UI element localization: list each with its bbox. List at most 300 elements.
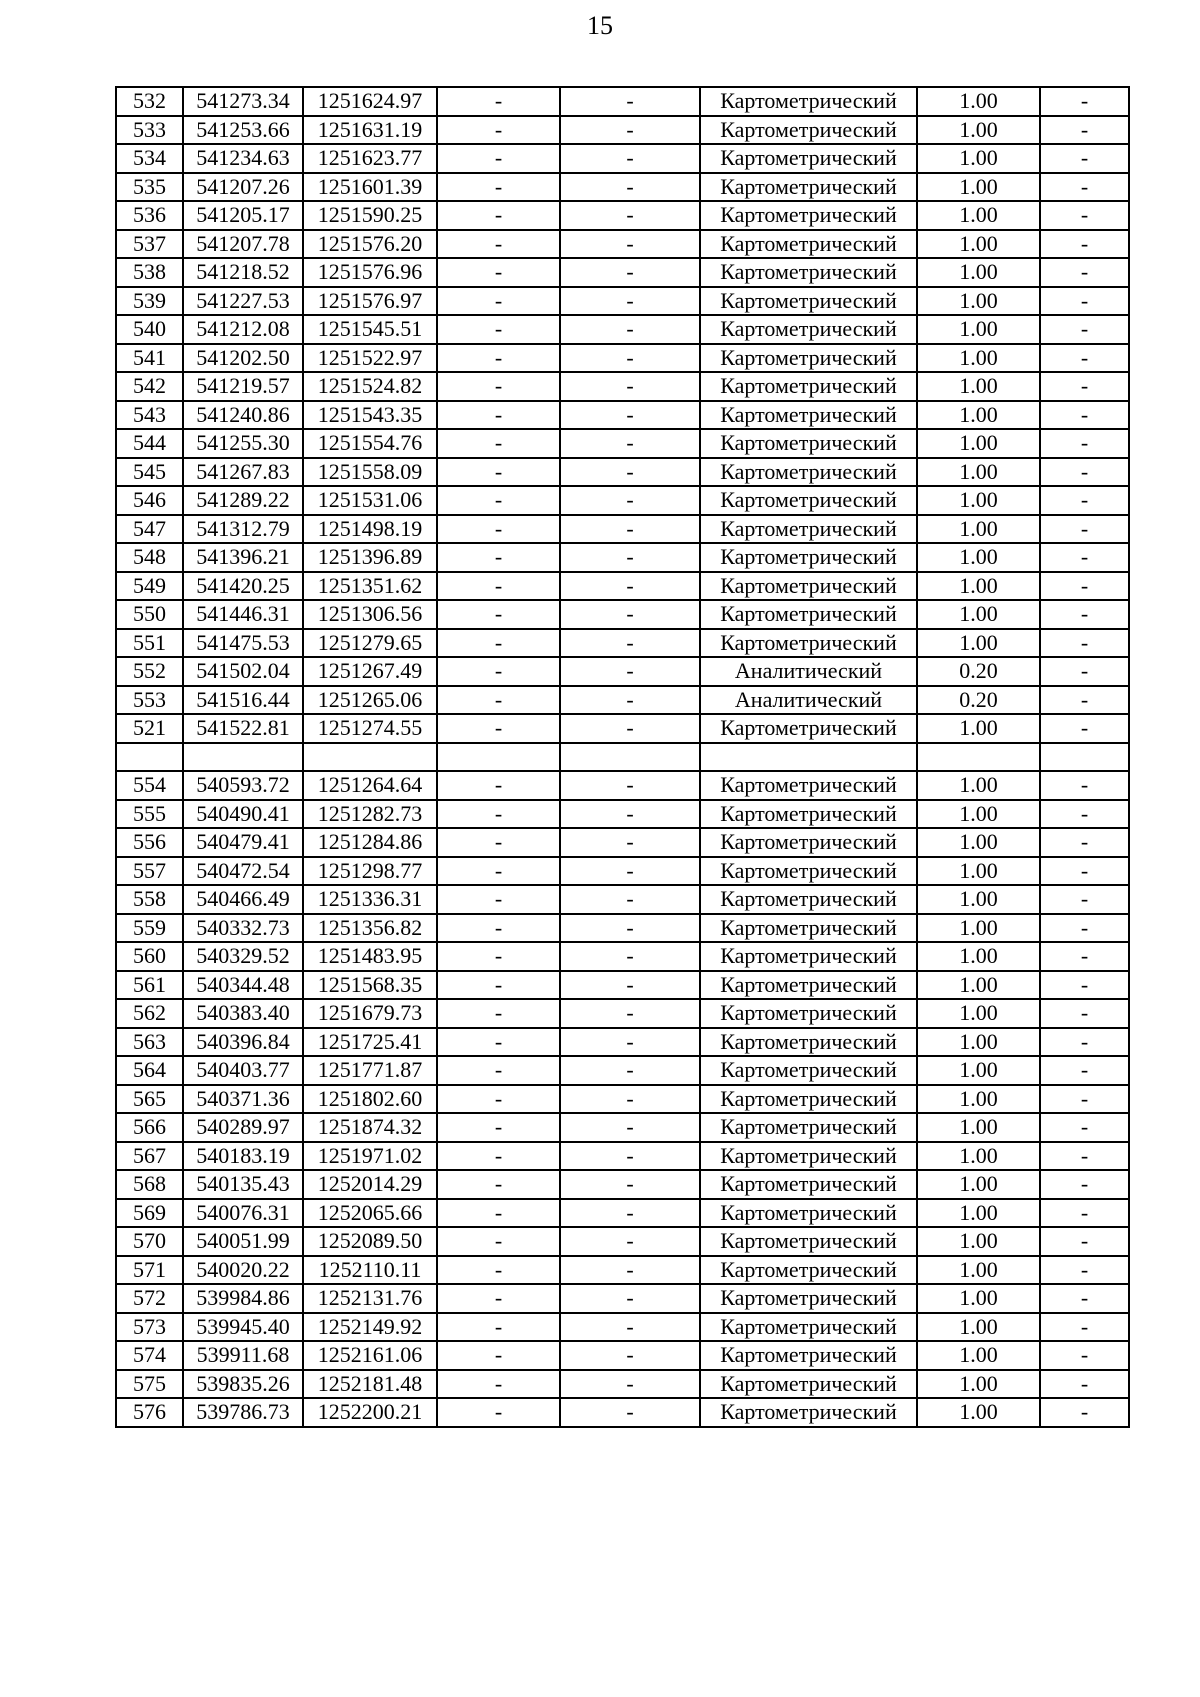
empty-dash-cell-2: - xyxy=(560,515,700,544)
y-coordinate-cell: 1251576.97 xyxy=(303,287,437,316)
point-number-cell: 570 xyxy=(116,1227,183,1256)
empty-dash-cell-1: - xyxy=(437,942,560,971)
empty-dash-cell-1: - xyxy=(437,287,560,316)
method-cell: Картометрический xyxy=(700,1313,917,1342)
method-cell: Картометрический xyxy=(700,857,917,886)
method-cell: Картометрический xyxy=(700,401,917,430)
point-number-cell: 556 xyxy=(116,828,183,857)
x-coordinate-cell: 541396.21 xyxy=(183,543,303,572)
accuracy-cell: 1.00 xyxy=(917,999,1040,1028)
empty-dash-cell-2: - xyxy=(560,1313,700,1342)
description-cell: - xyxy=(1040,714,1129,743)
x-coordinate-cell: 541205.17 xyxy=(183,201,303,230)
method-cell: Картометрический xyxy=(700,572,917,601)
empty-dash-cell-1: - xyxy=(437,201,560,230)
empty-dash-cell-1: - xyxy=(437,1313,560,1342)
point-number-cell: 539 xyxy=(116,287,183,316)
x-coordinate-cell: 540472.54 xyxy=(183,857,303,886)
table-row xyxy=(116,401,1129,430)
method-cell: Картометрический xyxy=(700,258,917,287)
accuracy-cell: 1.00 xyxy=(917,771,1040,800)
point-number-cell: 563 xyxy=(116,1028,183,1057)
x-coordinate-cell: 541267.83 xyxy=(183,458,303,487)
accuracy-cell: 1.00 xyxy=(917,885,1040,914)
description-cell: - xyxy=(1040,800,1129,829)
empty-dash-cell-2: - xyxy=(560,600,700,629)
y-coordinate-cell: 1251524.82 xyxy=(303,372,437,401)
empty-dash-cell-2: - xyxy=(560,828,700,857)
empty-dash-cell-1: - xyxy=(437,771,560,800)
point-number-cell: 536 xyxy=(116,201,183,230)
x-coordinate-cell: 539945.40 xyxy=(183,1313,303,1342)
x-coordinate-cell: 541312.79 xyxy=(183,515,303,544)
method-cell: Картометрический xyxy=(700,543,917,572)
method-cell: Картометрический xyxy=(700,230,917,259)
point-number-cell: 572 xyxy=(116,1284,183,1313)
table-row xyxy=(116,885,1129,914)
accuracy-cell: 1.00 xyxy=(917,116,1040,145)
description-cell: - xyxy=(1040,1085,1129,1114)
description-cell: - xyxy=(1040,971,1129,1000)
empty-dash-cell-1: - xyxy=(437,1199,560,1228)
method-cell: Картометрический xyxy=(700,629,917,658)
accuracy-cell: 1.00 xyxy=(917,1398,1040,1427)
description-cell: - xyxy=(1040,885,1129,914)
empty-dash-cell-1: - xyxy=(437,1142,560,1171)
description-cell: - xyxy=(1040,1370,1129,1399)
empty-dash-cell-2: - xyxy=(560,315,700,344)
point-number-cell: 564 xyxy=(116,1056,183,1085)
method-cell: Картометрический xyxy=(700,1199,917,1228)
table-row xyxy=(116,315,1129,344)
empty-dash-cell-2: - xyxy=(560,287,700,316)
description-cell: - xyxy=(1040,572,1129,601)
empty-dash-cell-1: - xyxy=(437,572,560,601)
table-row xyxy=(116,572,1129,601)
y-coordinate-cell: 1251396.89 xyxy=(303,543,437,572)
empty-dash-cell-2: - xyxy=(560,543,700,572)
point-number-cell xyxy=(116,743,183,772)
method-cell: Картометрический xyxy=(700,600,917,629)
empty-dash-cell-2: - xyxy=(560,885,700,914)
method-cell: Картометрический xyxy=(700,1227,917,1256)
point-number-cell: 521 xyxy=(116,714,183,743)
empty-dash-cell-2: - xyxy=(560,686,700,715)
y-coordinate-cell: 1251576.20 xyxy=(303,230,437,259)
description-cell: - xyxy=(1040,999,1129,1028)
point-number-cell: 575 xyxy=(116,1370,183,1399)
description-cell: - xyxy=(1040,287,1129,316)
description-cell: - xyxy=(1040,1341,1129,1370)
accuracy-cell: 1.00 xyxy=(917,1341,1040,1370)
point-number-cell: 553 xyxy=(116,686,183,715)
table-row xyxy=(116,1370,1129,1399)
table-row xyxy=(116,258,1129,287)
table-row xyxy=(116,1227,1129,1256)
empty-dash-cell-2: - xyxy=(560,971,700,1000)
empty-dash-cell-2: - xyxy=(560,429,700,458)
empty-dash-cell-1: - xyxy=(437,543,560,572)
accuracy-cell: 1.00 xyxy=(917,258,1040,287)
description-cell: - xyxy=(1040,914,1129,943)
description-cell: - xyxy=(1040,315,1129,344)
y-coordinate-cell: 1251623.77 xyxy=(303,144,437,173)
empty-dash-cell-2: - xyxy=(560,486,700,515)
table-row xyxy=(116,600,1129,629)
accuracy-cell: 1.00 xyxy=(917,1313,1040,1342)
description-cell xyxy=(1040,743,1129,772)
y-coordinate-cell: 1251631.19 xyxy=(303,116,437,145)
accuracy-cell: 1.00 xyxy=(917,971,1040,1000)
y-coordinate-cell: 1252089.50 xyxy=(303,1227,437,1256)
description-cell: - xyxy=(1040,629,1129,658)
x-coordinate-cell: 541212.08 xyxy=(183,315,303,344)
x-coordinate-cell: 540076.31 xyxy=(183,1199,303,1228)
empty-dash-cell-2: - xyxy=(560,1341,700,1370)
empty-dash-cell-1: - xyxy=(437,372,560,401)
accuracy-cell: 1.00 xyxy=(917,401,1040,430)
page-number: 15 xyxy=(587,11,613,40)
description-cell: - xyxy=(1040,600,1129,629)
empty-dash-cell-2: - xyxy=(560,714,700,743)
empty-dash-cell-2: - xyxy=(560,657,700,686)
table-row xyxy=(116,686,1129,715)
empty-dash-cell-1: - xyxy=(437,857,560,886)
y-coordinate-cell: 1251601.39 xyxy=(303,173,437,202)
description-cell: - xyxy=(1040,1170,1129,1199)
x-coordinate-cell: 540383.40 xyxy=(183,999,303,1028)
method-cell: Картометрический xyxy=(700,116,917,145)
description-cell: - xyxy=(1040,657,1129,686)
y-coordinate-cell: 1252149.92 xyxy=(303,1313,437,1342)
empty-dash-cell-2: - xyxy=(560,173,700,202)
description-cell: - xyxy=(1040,144,1129,173)
empty-dash-cell-2: - xyxy=(560,87,700,116)
point-number-cell: 540 xyxy=(116,315,183,344)
accuracy-cell: 1.00 xyxy=(917,458,1040,487)
table-row xyxy=(116,87,1129,116)
accuracy-cell: 1.00 xyxy=(917,1085,1040,1114)
y-coordinate-cell: 1251264.64 xyxy=(303,771,437,800)
description-cell: - xyxy=(1040,486,1129,515)
empty-dash-cell-2: - xyxy=(560,1284,700,1313)
empty-dash-cell-2: - xyxy=(560,116,700,145)
table-row xyxy=(116,771,1129,800)
empty-dash-cell-1: - xyxy=(437,828,560,857)
point-number-cell: 574 xyxy=(116,1341,183,1370)
empty-dash-cell-2: - xyxy=(560,201,700,230)
accuracy-cell: 1.00 xyxy=(917,572,1040,601)
empty-dash-cell-1 xyxy=(437,743,560,772)
table-row xyxy=(116,743,1129,772)
y-coordinate-cell: 1251483.95 xyxy=(303,942,437,971)
y-coordinate-cell: 1251336.31 xyxy=(303,885,437,914)
x-coordinate-cell: 540396.84 xyxy=(183,1028,303,1057)
accuracy-cell: 1.00 xyxy=(917,828,1040,857)
y-coordinate-cell: 1251725.41 xyxy=(303,1028,437,1057)
method-cell: Аналитический xyxy=(700,686,917,715)
x-coordinate-cell: 540371.36 xyxy=(183,1085,303,1114)
y-coordinate-cell: 1252014.29 xyxy=(303,1170,437,1199)
x-coordinate-cell: 541273.34 xyxy=(183,87,303,116)
table-row xyxy=(116,287,1129,316)
accuracy-cell: 1.00 xyxy=(917,543,1040,572)
empty-dash-cell-1: - xyxy=(437,116,560,145)
y-coordinate-cell: 1252131.76 xyxy=(303,1284,437,1313)
x-coordinate-cell: 541253.66 xyxy=(183,116,303,145)
y-coordinate-cell xyxy=(303,743,437,772)
point-number-cell: 559 xyxy=(116,914,183,943)
y-coordinate-cell: 1251554.76 xyxy=(303,429,437,458)
y-coordinate-cell: 1252181.48 xyxy=(303,1370,437,1399)
y-coordinate-cell: 1251284.86 xyxy=(303,828,437,857)
accuracy-cell: 1.00 xyxy=(917,315,1040,344)
empty-dash-cell-1: - xyxy=(437,515,560,544)
empty-dash-cell-2: - xyxy=(560,1142,700,1171)
point-number-cell: 532 xyxy=(116,87,183,116)
empty-dash-cell-2: - xyxy=(560,1256,700,1285)
method-cell: Картометрический xyxy=(700,885,917,914)
method-cell: Аналитический xyxy=(700,657,917,686)
empty-dash-cell-1: - xyxy=(437,629,560,658)
method-cell: Картометрический xyxy=(700,515,917,544)
point-number-cell: 569 xyxy=(116,1199,183,1228)
x-coordinate-cell: 541240.86 xyxy=(183,401,303,430)
point-number-cell: 561 xyxy=(116,971,183,1000)
empty-dash-cell-2: - xyxy=(560,1113,700,1142)
table-row xyxy=(116,1028,1129,1057)
accuracy-cell: 1.00 xyxy=(917,942,1040,971)
point-number-cell: 548 xyxy=(116,543,183,572)
point-number-cell: 558 xyxy=(116,885,183,914)
point-number-cell: 547 xyxy=(116,515,183,544)
table-row xyxy=(116,1085,1129,1114)
empty-dash-cell-2: - xyxy=(560,1028,700,1057)
y-coordinate-cell: 1251558.09 xyxy=(303,458,437,487)
accuracy-cell: 1.00 xyxy=(917,857,1040,886)
y-coordinate-cell: 1251279.65 xyxy=(303,629,437,658)
empty-dash-cell-2: - xyxy=(560,144,700,173)
method-cell: Картометрический xyxy=(700,1028,917,1057)
description-cell: - xyxy=(1040,1113,1129,1142)
method-cell: Картометрический xyxy=(700,1085,917,1114)
x-coordinate-cell: 540332.73 xyxy=(183,914,303,943)
y-coordinate-cell: 1251282.73 xyxy=(303,800,437,829)
y-coordinate-cell: 1251771.87 xyxy=(303,1056,437,1085)
empty-dash-cell-1: - xyxy=(437,1056,560,1085)
x-coordinate-cell: 539835.26 xyxy=(183,1370,303,1399)
accuracy-cell: 1.00 xyxy=(917,1113,1040,1142)
point-number-cell: 565 xyxy=(116,1085,183,1114)
x-coordinate-cell: 541289.22 xyxy=(183,486,303,515)
table-row xyxy=(116,971,1129,1000)
empty-dash-cell-2: - xyxy=(560,1170,700,1199)
y-coordinate-cell: 1252065.66 xyxy=(303,1199,437,1228)
accuracy-cell: 1.00 xyxy=(917,600,1040,629)
empty-dash-cell-1: - xyxy=(437,230,560,259)
empty-dash-cell-1: - xyxy=(437,1398,560,1427)
table-row xyxy=(116,1113,1129,1142)
table-row xyxy=(116,800,1129,829)
y-coordinate-cell: 1251298.77 xyxy=(303,857,437,886)
empty-dash-cell-1: - xyxy=(437,1170,560,1199)
table-row xyxy=(116,714,1129,743)
y-coordinate-cell: 1251576.96 xyxy=(303,258,437,287)
description-cell: - xyxy=(1040,1227,1129,1256)
table-row xyxy=(116,429,1129,458)
table-row xyxy=(116,942,1129,971)
empty-dash-cell-2: - xyxy=(560,800,700,829)
empty-dash-cell-1: - xyxy=(437,1370,560,1399)
y-coordinate-cell: 1251971.02 xyxy=(303,1142,437,1171)
y-coordinate-cell: 1251874.32 xyxy=(303,1113,437,1142)
point-number-cell: 537 xyxy=(116,230,183,259)
table-row xyxy=(116,372,1129,401)
method-cell: Картометрический xyxy=(700,315,917,344)
description-cell: - xyxy=(1040,87,1129,116)
x-coordinate-cell xyxy=(183,743,303,772)
accuracy-cell: 1.00 xyxy=(917,1028,1040,1057)
empty-dash-cell-1: - xyxy=(437,173,560,202)
empty-dash-cell-1: - xyxy=(437,600,560,629)
x-coordinate-cell: 541522.81 xyxy=(183,714,303,743)
accuracy-cell: 1.00 xyxy=(917,515,1040,544)
table-row xyxy=(116,230,1129,259)
point-number-cell: 541 xyxy=(116,344,183,373)
x-coordinate-cell: 541207.78 xyxy=(183,230,303,259)
method-cell: Картометрический xyxy=(700,800,917,829)
method-cell: Картометрический xyxy=(700,1256,917,1285)
y-coordinate-cell: 1251568.35 xyxy=(303,971,437,1000)
empty-dash-cell-2: - xyxy=(560,942,700,971)
accuracy-cell: 1.00 xyxy=(917,1199,1040,1228)
empty-dash-cell-1: - xyxy=(437,657,560,686)
point-number-cell: 533 xyxy=(116,116,183,145)
accuracy-cell xyxy=(917,743,1040,772)
x-coordinate-cell: 539786.73 xyxy=(183,1398,303,1427)
y-coordinate-cell: 1251267.49 xyxy=(303,657,437,686)
point-number-cell: 554 xyxy=(116,771,183,800)
empty-dash-cell-1: - xyxy=(437,429,560,458)
method-cell: Картометрический xyxy=(700,1113,917,1142)
x-coordinate-cell: 541502.04 xyxy=(183,657,303,686)
description-cell: - xyxy=(1040,942,1129,971)
table-row xyxy=(116,1284,1129,1313)
point-number-cell: 557 xyxy=(116,857,183,886)
description-cell: - xyxy=(1040,1284,1129,1313)
empty-dash-cell-1: - xyxy=(437,885,560,914)
empty-dash-cell-1: - xyxy=(437,258,560,287)
table-row xyxy=(116,543,1129,572)
empty-dash-cell-2: - xyxy=(560,401,700,430)
y-coordinate-cell: 1252200.21 xyxy=(303,1398,437,1427)
empty-dash-cell-2: - xyxy=(560,1370,700,1399)
description-cell: - xyxy=(1040,401,1129,430)
y-coordinate-cell: 1251590.25 xyxy=(303,201,437,230)
empty-dash-cell-1: - xyxy=(437,1341,560,1370)
y-coordinate-cell: 1252161.06 xyxy=(303,1341,437,1370)
point-number-cell: 549 xyxy=(116,572,183,601)
empty-dash-cell-1: - xyxy=(437,686,560,715)
table-row xyxy=(116,486,1129,515)
x-coordinate-cell: 541475.53 xyxy=(183,629,303,658)
table-row xyxy=(116,1256,1129,1285)
x-coordinate-cell: 540289.97 xyxy=(183,1113,303,1142)
accuracy-cell: 1.00 xyxy=(917,714,1040,743)
x-coordinate-cell: 540183.19 xyxy=(183,1142,303,1171)
point-number-cell: 573 xyxy=(116,1313,183,1342)
description-cell: - xyxy=(1040,1056,1129,1085)
y-coordinate-cell: 1252110.11 xyxy=(303,1256,437,1285)
y-coordinate-cell: 1251274.55 xyxy=(303,714,437,743)
accuracy-cell: 1.00 xyxy=(917,486,1040,515)
x-coordinate-cell: 541202.50 xyxy=(183,344,303,373)
y-coordinate-cell: 1251802.60 xyxy=(303,1085,437,1114)
empty-dash-cell-2: - xyxy=(560,1056,700,1085)
method-cell: Картометрический xyxy=(700,942,917,971)
y-coordinate-cell: 1251545.51 xyxy=(303,315,437,344)
x-coordinate-cell: 541516.44 xyxy=(183,686,303,715)
point-number-cell: 545 xyxy=(116,458,183,487)
table-row xyxy=(116,857,1129,886)
method-cell: Картометрический xyxy=(700,714,917,743)
table-row xyxy=(116,1056,1129,1085)
point-number-cell: 534 xyxy=(116,144,183,173)
table-row xyxy=(116,1398,1129,1427)
description-cell: - xyxy=(1040,116,1129,145)
description-cell: - xyxy=(1040,1398,1129,1427)
accuracy-cell: 1.00 xyxy=(917,1370,1040,1399)
method-cell: Картометрический xyxy=(700,201,917,230)
x-coordinate-cell: 541255.30 xyxy=(183,429,303,458)
accuracy-cell: 1.00 xyxy=(917,201,1040,230)
y-coordinate-cell: 1251351.62 xyxy=(303,572,437,601)
description-cell: - xyxy=(1040,258,1129,287)
empty-dash-cell-2: - xyxy=(560,1227,700,1256)
accuracy-cell: 0.20 xyxy=(917,657,1040,686)
method-cell: Картометрический xyxy=(700,1398,917,1427)
x-coordinate-cell: 540466.49 xyxy=(183,885,303,914)
accuracy-cell: 0.20 xyxy=(917,686,1040,715)
point-number-cell: 555 xyxy=(116,800,183,829)
method-cell: Картометрический xyxy=(700,999,917,1028)
empty-dash-cell-1: - xyxy=(437,401,560,430)
accuracy-cell: 1.00 xyxy=(917,287,1040,316)
point-number-cell: 560 xyxy=(116,942,183,971)
x-coordinate-cell: 541218.52 xyxy=(183,258,303,287)
y-coordinate-cell: 1251624.97 xyxy=(303,87,437,116)
table-row xyxy=(116,1341,1129,1370)
x-coordinate-cell: 540490.41 xyxy=(183,800,303,829)
empty-dash-cell-2: - xyxy=(560,1398,700,1427)
table-row xyxy=(116,1142,1129,1171)
method-cell: Картометрический xyxy=(700,87,917,116)
y-coordinate-cell: 1251543.35 xyxy=(303,401,437,430)
point-number-cell: 562 xyxy=(116,999,183,1028)
empty-dash-cell-2: - xyxy=(560,1199,700,1228)
method-cell: Картометрический xyxy=(700,771,917,800)
method-cell: Картометрический xyxy=(700,144,917,173)
x-coordinate-cell: 540051.99 xyxy=(183,1227,303,1256)
accuracy-cell: 1.00 xyxy=(917,1170,1040,1199)
method-cell: Картометрический xyxy=(700,971,917,1000)
empty-dash-cell-2: - xyxy=(560,999,700,1028)
empty-dash-cell-1: - xyxy=(437,344,560,373)
method-cell: Картометрический xyxy=(700,458,917,487)
method-cell: Картометрический xyxy=(700,1341,917,1370)
empty-dash-cell-2: - xyxy=(560,572,700,601)
empty-dash-cell-1: - xyxy=(437,458,560,487)
